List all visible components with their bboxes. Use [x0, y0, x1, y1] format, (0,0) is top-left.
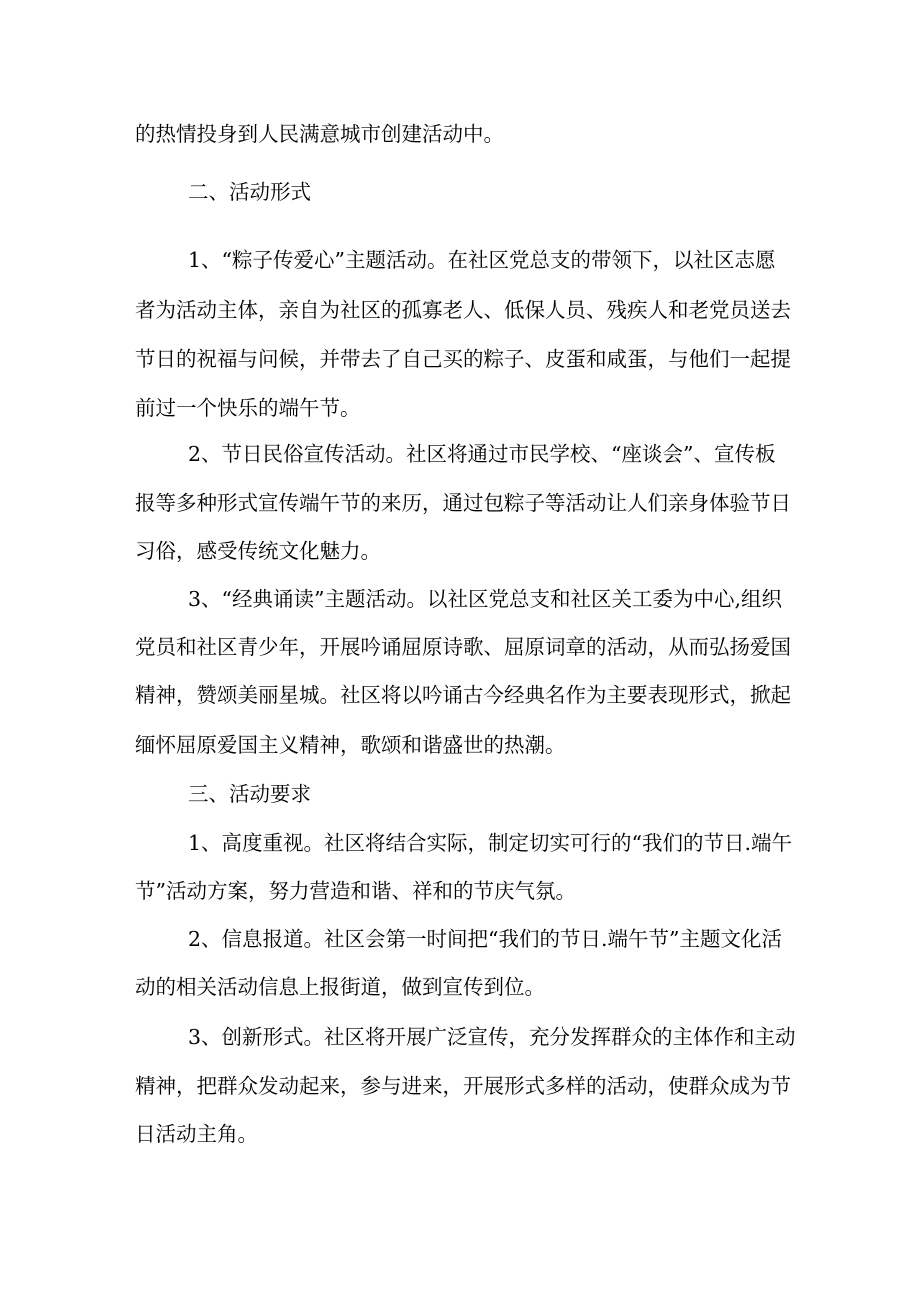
section-heading-activity-form: 二、活动形式: [188, 180, 311, 204]
section-heading-activity-requirements: 三、活动要求: [188, 782, 311, 806]
paragraph-line: 前过一个快乐的端午节。: [135, 396, 361, 420]
paragraph-line: 节”活动方案，努力营造和谐、祥和的节庆气氛。: [135, 879, 576, 903]
paragraph-line: 日活动主角。: [135, 1122, 258, 1146]
paragraph-line: 习俗，感受传统文化魅力。: [135, 539, 381, 563]
paragraph-line: 者为活动主体，亲自为社区的孤寡老人、低保人员、残疾人和老党员送去: [135, 298, 791, 322]
paragraph-line: 2、节日民俗宣传活动。社区将通过市民学校、“座谈会”、宣传板: [188, 442, 776, 466]
paragraph-line: 党员和社区青少年，开展吟诵屈原诗歌、屈原词章的活动，从而弘扬爱国: [135, 635, 791, 659]
paragraph-line: 节日的祝福与问候，并带去了自己买的粽子、皮蛋和咸蛋，与他们一起提: [135, 347, 791, 371]
paragraph-line: 3、创新形式。社区将开展广泛宣传，充分发挥群众的主体作和主动: [188, 1025, 796, 1049]
paragraph-line: 3、“经典诵读”主题活动。以社区党总支和社区关工委为中心,组织: [188, 587, 783, 611]
paragraph-line: 1、高度重视。社区将结合实际，制定切实可行的“我们的节日.端午: [188, 831, 793, 855]
paragraph-line: 的热情投身到人民满意城市创建活动中。: [135, 122, 504, 146]
paragraph-line: 1、“粽子传爱心”主题活动。在社区党总支的带领下，以社区志愿: [188, 248, 776, 272]
paragraph-line: 精神，赞颂美丽星城。社区将以吟诵古今经典名作为主要表现形式，掀起: [135, 683, 791, 707]
paragraph-line: 精神，把群众发动起来，参与进来，开展形式多样的活动，使群众成为节: [135, 1074, 791, 1098]
paragraph-line: 2、信息报道。社区会第一时间把“我们的节日.端午节”主题文化活: [188, 927, 783, 951]
paragraph-line: 缅怀屈原爱国主义精神，歌颂和谐盛世的热潮。: [135, 733, 566, 757]
paragraph-line: 动的相关活动信息上报街道，做到宣传到位。: [135, 975, 545, 999]
paragraph-line: 报等多种形式宣传端午节的来历，通过包粽子等活动让人们亲身体验节日: [135, 491, 791, 515]
